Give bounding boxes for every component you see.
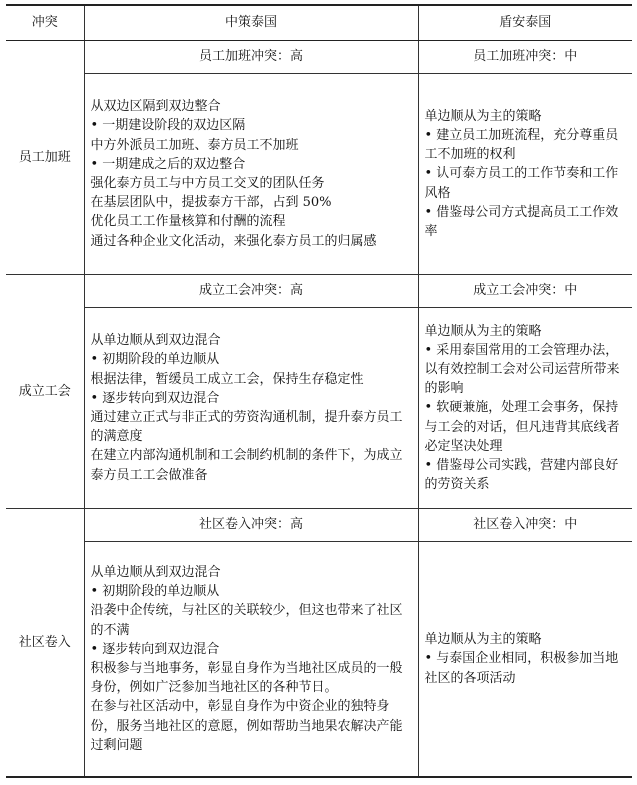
strategy-comparison-document xyxy=(6,4,632,778)
overtime-right-body xyxy=(418,74,632,275)
overtime-left-body xyxy=(84,74,418,275)
union-left-body xyxy=(84,308,418,509)
conflict-strategy-table xyxy=(6,4,632,778)
section-body-row xyxy=(6,542,632,778)
text-line: 从单边顺从到双边混合 xyxy=(90,564,221,580)
row-label-community: 社区卷入 xyxy=(6,509,84,778)
community-right-title: 社区卷入冲突：中 xyxy=(418,509,632,542)
section-overtime xyxy=(6,41,632,275)
bullet-line: • 初期阶段的单边顺从 xyxy=(90,352,220,368)
union-left-title: 成立工会冲突：高 xyxy=(84,275,418,308)
text-line: 通过各种企业文化活动，来强化泰方员工的归属感 xyxy=(90,233,377,249)
bullet-line: • 软硬兼施，处理工会事务，保持与工会的对话，但凡违背其底线者必定坚决处理 xyxy=(424,400,620,454)
text-line: 单边顺从为主的策略 xyxy=(424,632,542,648)
header-zhongce-thailand: 中策泰国 xyxy=(84,5,418,41)
text-line: 强化泰方员工与中方员工交叉的团队任务 xyxy=(90,176,325,191)
header-conflict: 冲突 xyxy=(6,5,84,41)
text-line: 从双边区隔到双边整合 xyxy=(90,99,221,115)
community-right-body xyxy=(418,542,632,778)
union-right-body xyxy=(418,308,632,509)
union-right-title: 成立工会冲突：中 xyxy=(418,275,632,308)
text-line: 在基层团队中，提拔泰方干部，占到 50% xyxy=(90,195,332,211)
section-title-row xyxy=(6,509,632,542)
row-label-overtime: 员工加班 xyxy=(6,41,84,275)
text-line: 在建立内部沟通机制和工会制约机制的条件下，为成立泰方员工工会做准备 xyxy=(90,448,403,483)
community-left-title: 社区卷入冲突：高 xyxy=(84,509,418,542)
overtime-left-title: 员工加班冲突：高 xyxy=(84,41,418,74)
bullet-line: • 一期建设阶段的双边区隔 xyxy=(90,118,246,134)
bullet-line: • 与泰国企业相同，积极参加当地社区的各项活动 xyxy=(424,651,619,686)
bullet-line: • 一期建成之后的双边整合 xyxy=(90,156,246,172)
text-line: 根据法律，暂缓员工成立工会，保持生存稳定性 xyxy=(90,371,364,387)
section-title-row xyxy=(6,41,632,74)
bullet-line: • 建立员工加班流程，充分尊重员工不加班的权利 xyxy=(424,127,619,163)
table-header-row xyxy=(6,5,632,41)
section-body-row xyxy=(6,74,632,275)
bullet-line: • 初期阶段的单边顺从 xyxy=(90,584,220,600)
section-union xyxy=(6,275,632,509)
section-body-row xyxy=(6,308,632,509)
text-line: 优化员工工作量核算和付酬的流程 xyxy=(90,214,286,230)
section-community xyxy=(6,509,632,778)
text-line: 中方外派员工加班、泰方员工不加班 xyxy=(90,137,299,153)
bullet-line: • 采用泰国常用的工会管理办法，以有效控制工会对公司运营所带来的影响 xyxy=(424,342,620,397)
text-line: 从单边顺从到双边混合 xyxy=(90,333,221,349)
header-dunan-thailand: 盾安泰国 xyxy=(418,5,632,41)
bullet-line: • 认可泰方员工的工作节奏和工作风格 xyxy=(424,166,619,201)
community-left-body xyxy=(84,542,418,778)
text-line: 在参与社区活动中，彰显自身作为中资企业的独特身份，服务当地社区的意愿，例如帮助当地果农解决产能过剩问题 xyxy=(90,699,403,753)
text-line: 通过建立正式与非正式的劳资沟通机制，提升泰方员工的满意度 xyxy=(90,410,403,445)
bullet-line: • 借鉴母公司实践，营建内部良好的劳资关系 xyxy=(424,458,619,493)
bullet-line: • 借鉴母公司方式提高员工工作效率 xyxy=(424,204,619,239)
text-line: 单边顺从为主的策略 xyxy=(424,108,542,124)
row-label-union: 成立工会 xyxy=(6,275,84,509)
overtime-right-title: 员工加班冲突：中 xyxy=(418,41,632,74)
text-line: 沿袭中企传统，与社区的关联较少，但这也带来了社区的不满 xyxy=(90,603,403,638)
text-line: 积极参与当地事务，彰显自身作为当地社区成员的一般身份，例如广泛参加当地社区的各种节日。 xyxy=(90,661,403,696)
section-title-row xyxy=(6,275,632,308)
text-line: 单边顺从为主的策略 xyxy=(424,323,542,339)
bullet-line: • 逐步转向到双边混合 xyxy=(90,390,220,406)
bullet-line: • 逐步转向到双边混合 xyxy=(90,641,220,657)
